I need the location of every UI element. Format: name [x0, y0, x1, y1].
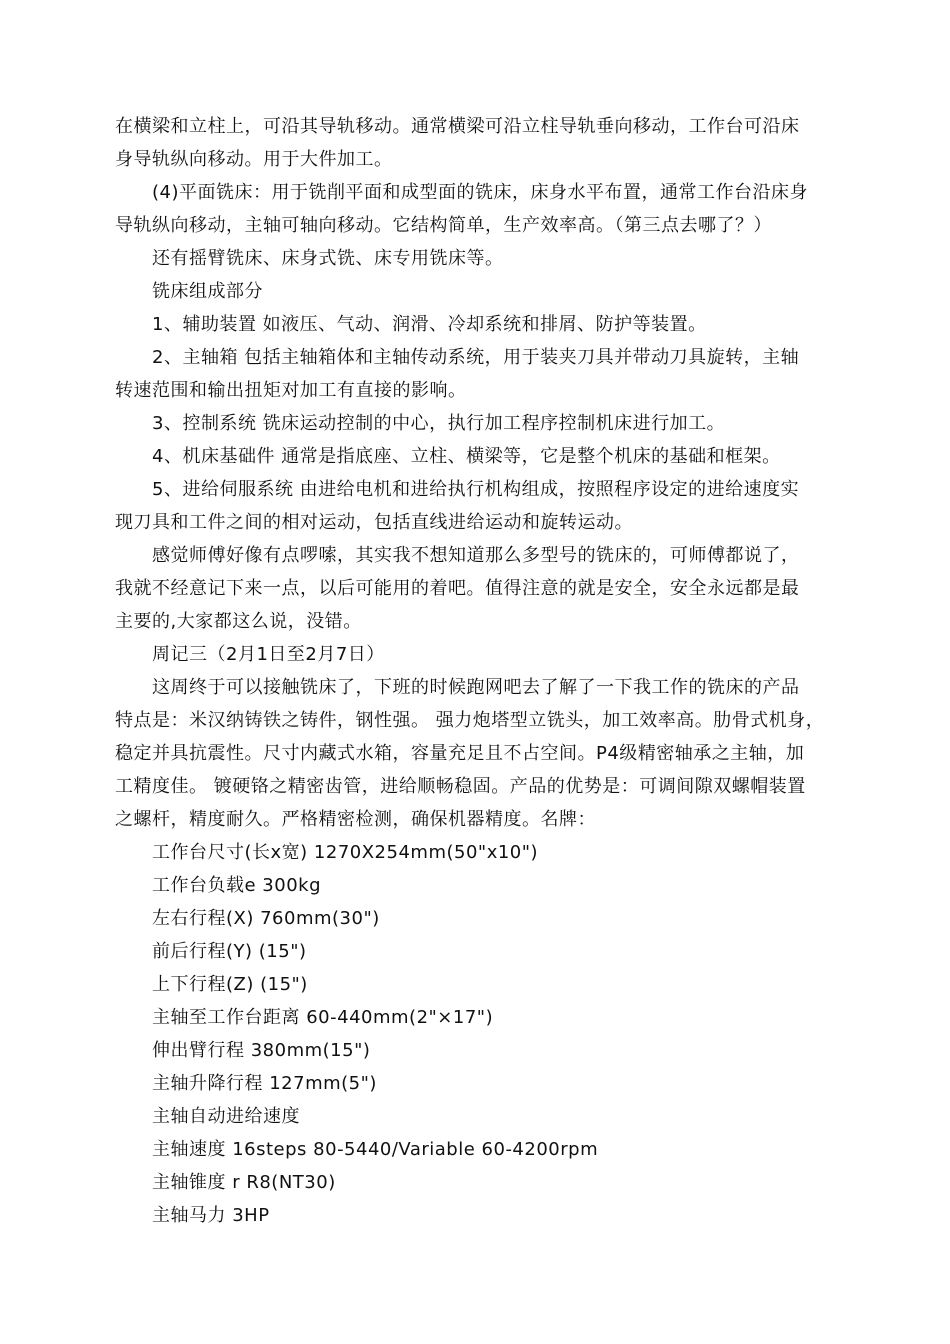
text-line: 身导轨纵向移动。用于大件加工。	[115, 149, 393, 170]
text-line: 稳定并具抗震性。尺寸内藏式水箱，容量充足且不占空间。P4级精密轴承之主轴，加	[115, 743, 805, 764]
section-heading: 周记三（2月1日至2月7日）	[152, 644, 385, 665]
spec-line: 主轴至工作台距离 60-440mm(2"×17")	[152, 1007, 494, 1028]
text-line: 特点是：米汉纳铸铁之铸件，钢性强。 强力炮塔型立铣头，加工效率高。肋骨式机身，	[115, 710, 825, 731]
text-line: 5、进给伺服系统 由进给电机和进给执行机构组成，按照程序设定的进给速度实	[152, 479, 800, 500]
text-line: 我就不经意记下来一点，以后可能用的着吧。值得注意的就是安全，安全永远都是最	[115, 578, 800, 599]
spec-line: 上下行程(Z) (15")	[152, 974, 308, 995]
spec-line: 工作台尺寸(长x宽) 1270X254mm(50"x10")	[152, 842, 539, 863]
text-line: 这周终于可以接触铣床了，下班的时候跑网吧去了解了一下我工作的铣床的产品	[152, 677, 800, 698]
text-line: 主要的,大家都这么说，没错。	[115, 611, 362, 632]
spec-line: 主轴自动进给速度	[152, 1106, 300, 1127]
text-line: 现刀具和工件之间的相对运动，包括直线进给运动和旋转运动。	[115, 512, 633, 533]
text-line: (4)平面铣床：用于铣削平面和成型面的铣床，床身水平布置，通常工作台沿床身	[152, 182, 808, 203]
spec-line: 主轴速度 16steps 80-5440/Variable 60-4200rpm	[152, 1139, 599, 1160]
spec-line: 伸出臂行程 380mm(15")	[152, 1040, 371, 1061]
text-line: 2、主轴箱 包括主轴箱体和主轴传动系统，用于装夹刀具并带动刀具旋转，主轴	[152, 347, 800, 368]
text-line: 1、辅助装置 如液压、气动、润滑、冷却系统和排屑、防护等装置。	[152, 314, 707, 335]
text-line: 转速范围和输出扭矩对加工有直接的影响。	[115, 380, 467, 401]
text-line: 3、控制系统 铣床运动控制的中心，执行加工程序控制机床进行加工。	[152, 413, 726, 434]
document-body	[115, 110, 840, 1232]
text-line: 感觉师傅好像有点啰嗦，其实我不想知道那么多型号的铣床的，可师傅都说了，	[152, 545, 800, 566]
text-line: 在横梁和立柱上，可沿其导轨移动。通常横梁可沿立柱导轨垂向移动，工作台可沿床	[115, 116, 800, 137]
text-line: 工精度佳。 镀硬铬之精密齿管，进给顺畅稳固。产品的优势是：可调间隙双螺帽装置	[115, 776, 806, 797]
text-line: 4、机床基础件 通常是指底座、立柱、横梁等，它是整个机床的基础和框架。	[152, 446, 781, 467]
spec-line: 工作台负载e 300kg	[152, 875, 322, 896]
spec-line: 前后行程(Y) (15")	[152, 941, 307, 962]
section-heading: 铣床组成部分	[152, 281, 263, 302]
text-line: 导轨纵向移动，主轴可轴向移动。它结构简单，生产效率高。（第三点去哪了？）	[115, 215, 772, 236]
spec-line: 左右行程(X) 760mm(30")	[152, 908, 380, 929]
text-line: 之螺杆，精度耐久。严格精密检测，确保机器精度。名牌：	[115, 809, 596, 830]
spec-line: 主轴锥度 r R8(NT30)	[152, 1172, 336, 1193]
text-line: 还有摇臂铣床、床身式铣、床专用铣床等。	[152, 248, 504, 269]
spec-line: 主轴升降行程 127mm(5")	[152, 1073, 377, 1094]
spec-line: 主轴马力 3HP	[152, 1205, 270, 1226]
